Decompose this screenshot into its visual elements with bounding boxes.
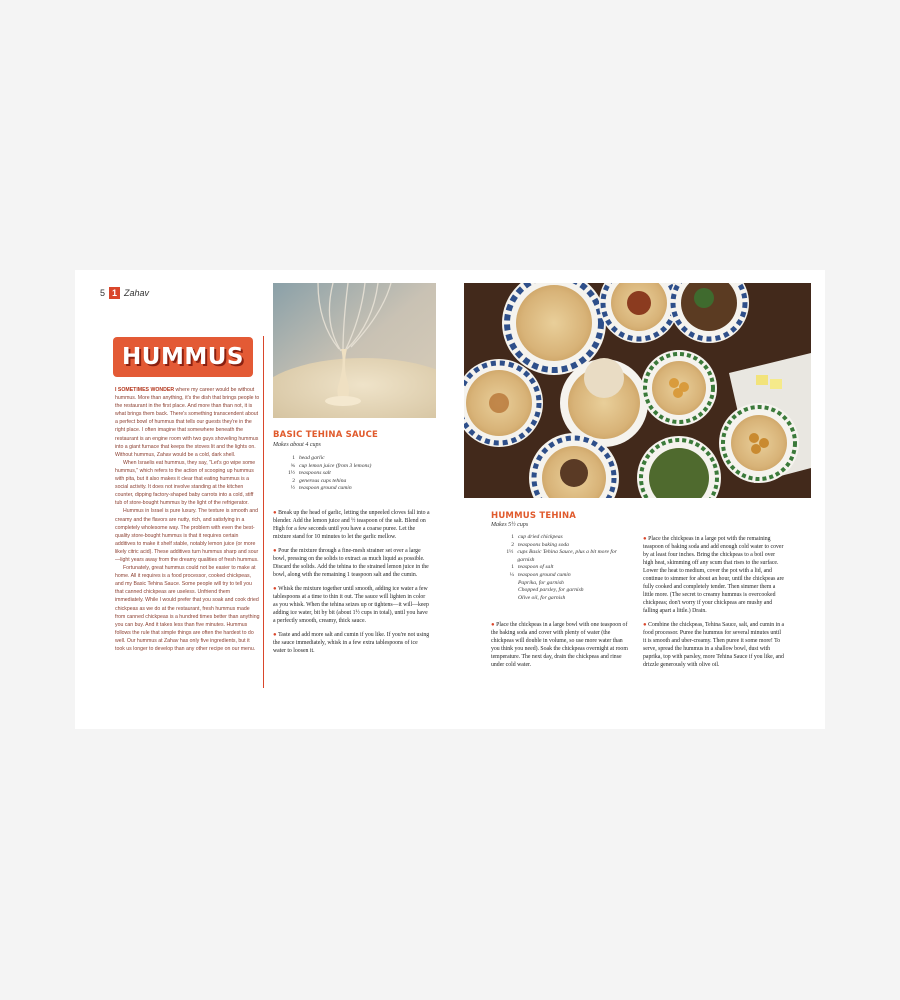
step: ● Combine the chickpeas, Tehina Sauce, salt, and cumin in a food processor. Puree the hummus for several minutes until it is smooth and uber-creamy. Then puree it some more! To serve, spread the hummus in a shallow bowl, dust with paprika, top with parsley, more Tehina Sauce if you like, and drizzle generously with olive oil.	[643, 622, 785, 668]
page-number: 5	[100, 288, 106, 298]
ingredient: Chopped parsley, for garnish	[518, 587, 584, 594]
ingredient: 1 cup dried chickpeas	[511, 534, 563, 540]
column-divider	[263, 336, 264, 688]
tehina-steps	[273, 509, 431, 661]
ingredient: ¾ cup lemon juice (from 3 lemons)	[290, 462, 372, 469]
hummus-steps-left	[491, 621, 631, 675]
intro-paragraph: Hummus in Israel is pure luxury. The texture is smooth and creamy and the flavors are nutty, rich, and satisfying in a completely wholesome way. The problem with even the best-quality store-bought hummus is that it requires certain additives to make it shelf stable, notably lemon juice (or more likely citric acid). These additives turn hummus sharp and sour—light years away from the dreamy qualities of fresh hummus.	[115, 508, 259, 563]
hummus-yield: Makes 5½ cups	[491, 522, 529, 528]
hummus-recipe-title: HUMMUS TEHINA	[491, 511, 577, 521]
hummus-banner	[113, 337, 253, 377]
ingredient: 2 teaspoons baking soda	[511, 541, 569, 548]
section-title: Zahav	[124, 288, 150, 298]
tehina-yield: Makes about 4 cups	[273, 442, 321, 448]
step: ● Place the chickpeas in a large pot with the remaining teaspoon of baking soda and add enough cold water to cover by at least four inches. Bring the chickpeas to a boil over high heat, skimming off any scum that rises to the surface. Lower the heat to medium, cover the pot with a lid, and continue to simmer for about an hour, until the chickpeas are fully cooked and completely tender. Then simmer them a little more. (The secret to creamy hummus is overcooked chickpeas; don't worry if your chickpeas are mushy and falling apart a little.) Drain.	[643, 536, 784, 614]
hummus-bowls-photo	[464, 283, 811, 498]
intro-paragraph: Fortunately, great hummus could not be easier to make at home. All it requires is a food processor, cooked chickpeas, and my Basic Tehina Sauce. Some people will try to tell you that canned chickpeas are useless. Unfriend them immediately. While I would prefer that you soak and cook dried chickpeas as we do at the restaurant, fresh hummus made from canned chickpeas is a hundred times better than anything you can buy. And it takes less than five minutes. Hummus follows the rule that simple things are often the hardest to do well. Our hummus at Zahav has only five ingredients, but it took us longer to develop than any other recipe on our menu.	[115, 565, 260, 652]
hummus-steps-right	[643, 535, 785, 675]
chapter-number: 1	[109, 287, 120, 299]
intro-lead: I SOMETIMES WONDER	[115, 387, 175, 393]
page-header	[100, 287, 149, 299]
hummus-ingredients	[500, 534, 630, 602]
ingredient: ¼ teaspoon ground cumin	[509, 571, 571, 578]
ingredient: ½ teaspoon ground cumin	[290, 485, 352, 492]
step: ● Pour the mixture through a fine-mesh strainer set over a large bowl, pressing on the solids to extract as much liquid as possible. Discard the solids. Add the tehina to the strained lemon juice in the bowl, along with the remaining 1 teaspoon salt and the cumin.	[273, 548, 429, 578]
ingredient: 1 head garlic	[292, 455, 325, 461]
intro-text	[115, 386, 260, 653]
intro-paragraph: I SOMETIMES WONDER where my career would be without hummus. More than anything, it's the dish that brings people to the restaurant in the first place. And more than than not, it is what brings them back. There's something transcendent about a perfect bowl of hummus that tells our guests they're in the right place. I often imagine that somewhere beneath the restaurant is an engine room with two guys shoveling hummus into a giant furnace that keeps the stoves lit and the lights on. Without hummus, Zahav would be a cold, dark shell.	[115, 387, 260, 458]
banner-title: HUMMUS	[122, 344, 244, 370]
step: ● Taste and add more salt and cumin if you like. If you're not using the sauce immediately, whisk in a few extra tablespoons of ice water to loosen it.	[273, 632, 430, 654]
ingredient: 1½ cups Basic Tehina Sauce, plus a bit more for garnish	[506, 549, 617, 563]
intro-paragraph: When Israelis eat hummus, they say, "Let's go wipe some hummus," which refers to the action of scooping up hummus with pita, but it also makes it clear that eating hummus is a social activity. It does not involve standing at the kitchen counter, dipping factory-shaped baby carrots into a cold, stiff tub of store-bought hummus by the light of the refrigerator.	[115, 459, 256, 507]
step: ● Place the chickpeas in a large bowl with one teaspoon of the baking soda and cover with plenty of water (the chickpeas will double in volume, so use more water than you think you need). Soak the chickpeas overnight at room temperature. The next day, drain the chickpeas and rinse under cold water.	[491, 622, 628, 668]
ingredient: 2 generous cups tehina	[292, 477, 347, 484]
ingredient: 1 teaspoon of salt	[511, 564, 554, 571]
tehina-recipe-title: BASIC TEHINA SAUCE	[273, 430, 379, 440]
ingredient: Olive oil, for garnish	[518, 594, 566, 601]
step: ● Break up the head of garlic, letting the unpeeled cloves fall into a blender. Add the lemon juice and ½ teaspoon of the salt. Blend on High for a few seconds until you have a coarse puree. Let the mixture stand for 10 minutes to let the garlic mellow.	[273, 510, 430, 540]
ingredient: Paprika, for garnish	[518, 579, 564, 586]
tehina-ingredients	[281, 455, 371, 493]
step: ● Whisk the mixture together until smooth, adding ice water a few tablespoons at a time to thin it out. The sauce will lighten in color as you whisk. When the tehina seizes up or tightens—it will—keep adding ice water, bit by bit (about 1½ cups in total), until you have a perfectly smooth, creamy, thick sauce.	[273, 586, 429, 624]
ingredient: 1½ teaspoons salt	[288, 470, 331, 477]
tehina-whisk-photo	[273, 283, 436, 418]
